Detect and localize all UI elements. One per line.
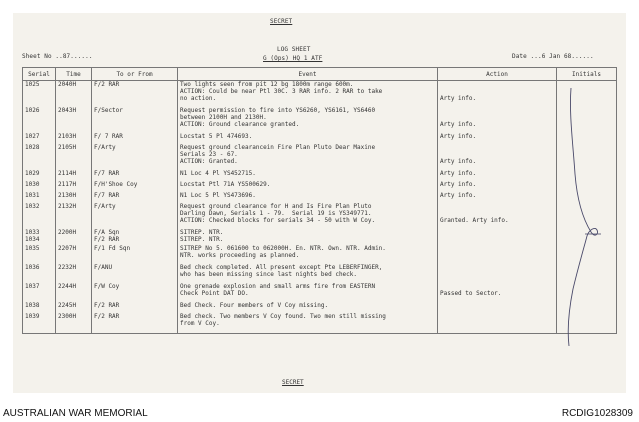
entry-time: 2132H xyxy=(56,203,92,229)
entry-to-or-from: F/W Coy xyxy=(92,283,178,302)
entry-event: N1 Loc 4 Pl YS452715. xyxy=(178,170,438,181)
entry-event: One grenade explosion and small arms fire from EASTERN Check Point DAT DO. xyxy=(178,283,438,302)
entry-event: Request ground clearance for H and Is Fire Plan Pluto Darling Dawn, Serials 1 - 79. Serial 19 is YS349771. ACTION: Checked blocks for serials 34 - 50 with W Coy. xyxy=(178,203,438,229)
column-header-time: Time xyxy=(56,68,92,81)
entry-action xyxy=(438,302,557,313)
entry-serial: 1025 xyxy=(23,81,56,108)
entry-event: Bed check. Two members V Coy found. Two men still missing from V Coy. xyxy=(178,313,438,334)
entry-to-or-from: F/A Sqn F/2 RAR xyxy=(92,229,178,245)
log-entry-row xyxy=(23,264,617,283)
entry-action: Arty info. xyxy=(438,181,557,192)
entry-serial: 1031 xyxy=(23,192,56,203)
log-entry-row xyxy=(23,245,617,264)
entry-serial: 1036 xyxy=(23,264,56,283)
log-entry-row xyxy=(23,313,617,334)
entry-event: SITREP. NTR. SITREP. NTR. xyxy=(178,229,438,245)
entry-serial: 1026 xyxy=(23,107,56,133)
entry-event: Request ground clearancein Fire Plan Pluto Dear Maxine Serials 23 - 67. ACTION: Granted. xyxy=(178,144,438,170)
log-entry-row xyxy=(23,81,617,108)
entry-time: 2114H xyxy=(56,170,92,181)
log-entry-row xyxy=(23,283,617,302)
entry-action: Passed to Sector. xyxy=(438,283,557,302)
log-entry-row xyxy=(23,133,617,144)
entry-serial: 1039 xyxy=(23,313,56,334)
entry-to-or-from: F/Arty xyxy=(92,203,178,229)
entry-time: 2244H xyxy=(56,283,92,302)
entry-action xyxy=(438,245,557,264)
archive-footer xyxy=(0,404,639,422)
entry-to-or-from: F/H'Shoe Coy xyxy=(92,181,178,192)
archive-reference: RCDIG1028309 xyxy=(561,408,633,419)
entry-action: Arty info. xyxy=(438,192,557,203)
entry-to-or-from: F/1 Fd Sqn xyxy=(92,245,178,264)
entry-action: Arty info. xyxy=(438,170,557,181)
entry-serial: 1028 xyxy=(23,144,56,170)
entry-event: Bed Check. Four members of V Coy missing. xyxy=(178,302,438,313)
entry-to-or-from: F/7 RAR xyxy=(92,192,178,203)
entry-action: Arty info. xyxy=(438,133,557,144)
entry-serial: 1027 xyxy=(23,133,56,144)
entry-time: 2207H xyxy=(56,245,92,264)
entry-action: Arty info. xyxy=(438,81,557,108)
entry-event: SITREP No 5. 061600 to 062000H. En. NTR. Own. NTR. Admin. NTR. works proceeding as planned. xyxy=(178,245,438,264)
entry-action xyxy=(438,229,557,245)
entry-to-or-from: F/7 RAR xyxy=(92,170,178,181)
column-header-to-or-from: To or From xyxy=(92,68,178,81)
entry-serial: 1033 1034 xyxy=(23,229,56,245)
column-header-initials: Initials xyxy=(557,68,617,81)
entry-action xyxy=(438,313,557,334)
security-classification-bottom: SECRET xyxy=(282,379,304,386)
log-entry-row xyxy=(23,170,617,181)
entry-event: Locstat 5 Pl 474693. xyxy=(178,133,438,144)
entry-event: N1 Loc 5 Pl YS473696. xyxy=(178,192,438,203)
entry-action: Arty info. xyxy=(438,107,557,133)
log-entry-row xyxy=(23,229,617,245)
entry-to-or-from: F/2 RAR xyxy=(92,313,178,334)
entry-serial: 1032 xyxy=(23,203,56,229)
column-header-event: Event xyxy=(178,68,438,81)
entry-serial: 1037 xyxy=(23,283,56,302)
entry-time: 2200H xyxy=(56,229,92,245)
entry-to-or-from: F/2 RAR xyxy=(92,302,178,313)
entry-to-or-from: F/Sector xyxy=(92,107,178,133)
entry-to-or-from: F/2 RAR xyxy=(92,81,178,108)
entry-time: 2043H xyxy=(56,107,92,133)
sheet-date: Date ...6 Jan 68...... xyxy=(512,53,594,60)
entry-time: 2103H xyxy=(56,133,92,144)
entry-to-or-from: F/ 7 RAR xyxy=(92,133,178,144)
log-entry-row xyxy=(23,302,617,313)
entry-event: Two lights seen from pit 12 bg 1800m range 600m. ACTION: Could be near Ptl 30C. 3 RAR info. 2 RAR to take no action. xyxy=(178,81,438,108)
log-entry-row xyxy=(23,107,617,133)
archive-name: AUSTRALIAN WAR MEMORIAL xyxy=(3,408,148,419)
log-table-header xyxy=(23,68,617,81)
entry-time: 2130H xyxy=(56,192,92,203)
entry-event: Request permission to fire into YS6260, YS6161, YS6460 between 2100H and 2130H. ACTION: Ground clearance granted. xyxy=(178,107,438,133)
handwritten-initials-mark xyxy=(555,84,615,354)
entry-time: 2040H xyxy=(56,81,92,108)
column-header-action: Action xyxy=(438,68,557,81)
entry-event: Locstat Ptl 71A YS500629. xyxy=(178,181,438,192)
log-sheet-title: LOG SHEET xyxy=(277,46,311,53)
log-table xyxy=(22,67,617,334)
entry-to-or-from: F/Arty xyxy=(92,144,178,170)
entry-action: Arty info. xyxy=(438,144,557,170)
entry-time: 2117H xyxy=(56,181,92,192)
unit-heading: G (Ops) HQ 1 ATF xyxy=(263,55,323,62)
entry-time: 2300H xyxy=(56,313,92,334)
log-entry-row xyxy=(23,181,617,192)
entry-serial: 1035 xyxy=(23,245,56,264)
log-entry-row xyxy=(23,192,617,203)
entry-time: 2105H xyxy=(56,144,92,170)
entry-serial: 1029 xyxy=(23,170,56,181)
entry-to-or-from: F/ANU xyxy=(92,264,178,283)
entry-event: Bed check completed. All present except Pte LEBERFINGER, who has been missing since last nights bed check. xyxy=(178,264,438,283)
log-entry-row xyxy=(23,144,617,170)
entry-serial: 1038 xyxy=(23,302,56,313)
entry-time: 2232H xyxy=(56,264,92,283)
log-entry-row xyxy=(23,203,617,229)
entry-action: Granted. Arty info. xyxy=(438,203,557,229)
entry-time: 2245H xyxy=(56,302,92,313)
entry-action xyxy=(438,264,557,283)
column-header-serial: Serial xyxy=(23,68,56,81)
entry-serial: 1030 xyxy=(23,181,56,192)
sheet-number: Sheet No ..87...... xyxy=(22,53,93,60)
security-classification-top: SECRET xyxy=(270,18,293,25)
